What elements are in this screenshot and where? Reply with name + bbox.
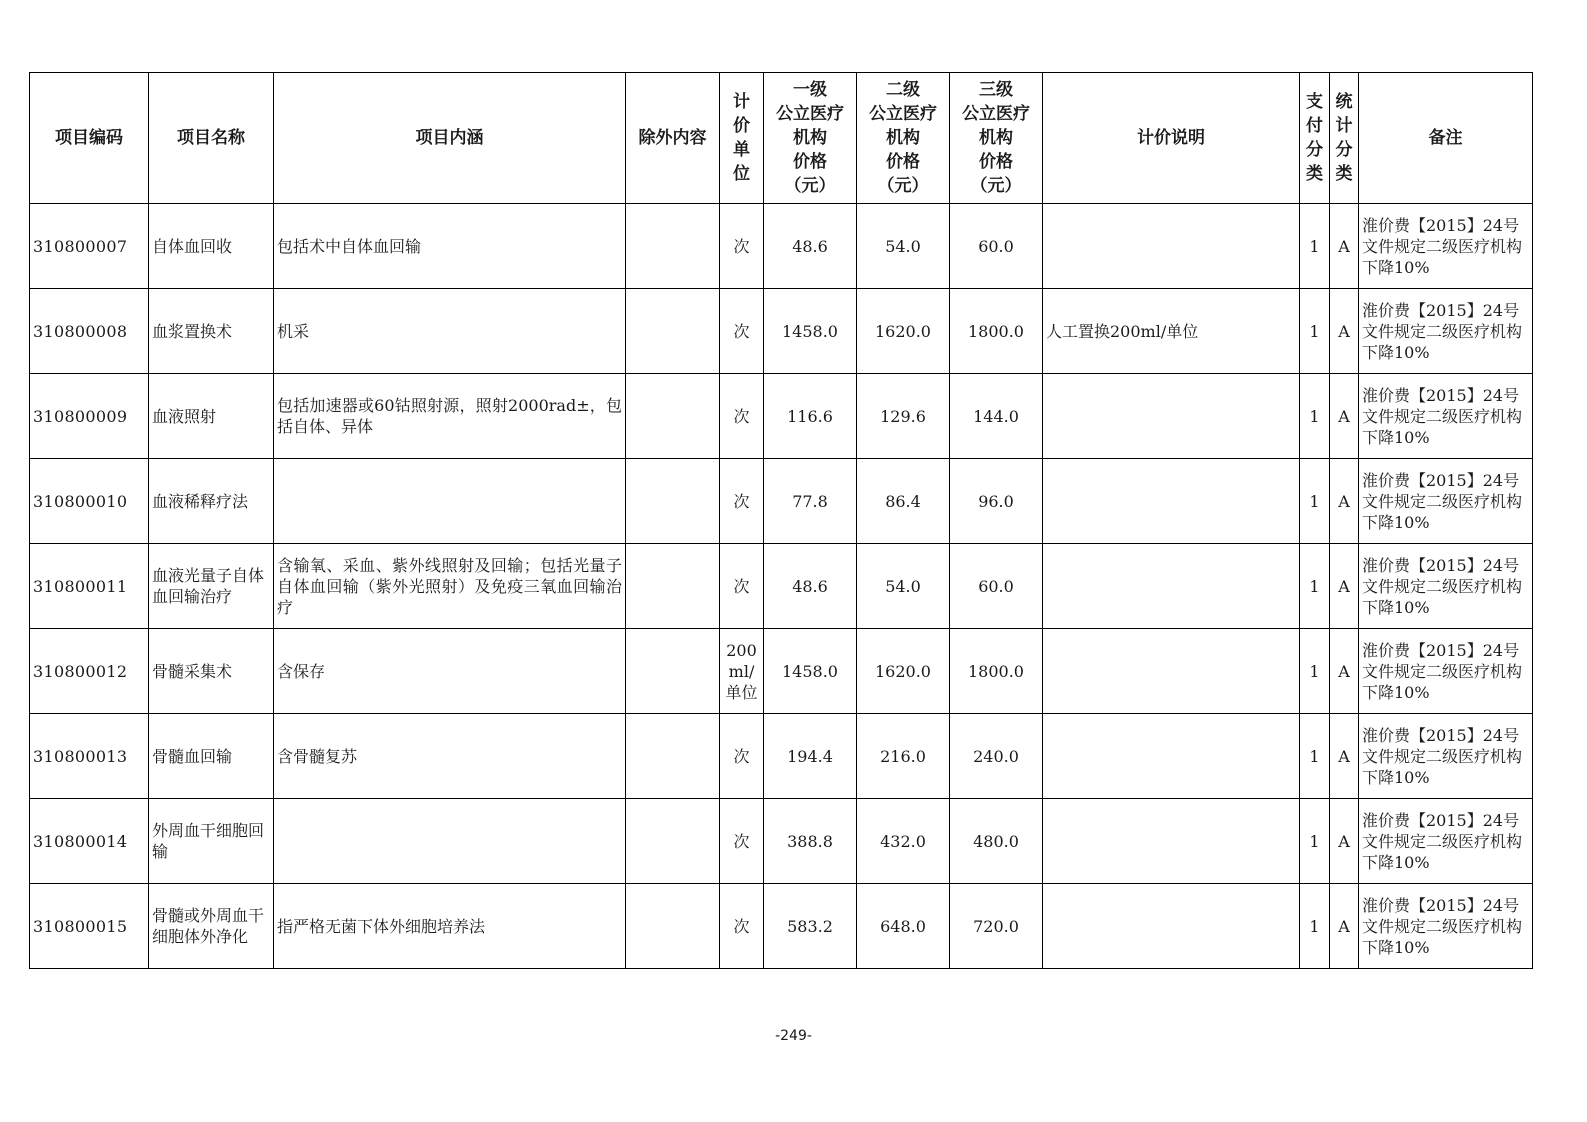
header-price-level3-line: （元）	[970, 176, 1022, 196]
cell-exclusion	[626, 459, 720, 544]
cell-remarks: 淮价费【2015】24号文件规定二级医疗机构下降10%	[1359, 459, 1533, 544]
price-table	[29, 72, 1533, 969]
cell-price-level3: 480.0	[950, 799, 1043, 884]
cell-stat-class: A	[1330, 544, 1359, 629]
cell-exclusion	[626, 799, 720, 884]
header-unit-line: 价	[733, 116, 750, 136]
header-price-level1-line: 公立医疗	[776, 104, 844, 124]
table-row	[30, 204, 1533, 289]
cell-code: 310800008	[30, 289, 149, 374]
header-price-level2	[857, 73, 950, 204]
table-row	[30, 374, 1533, 459]
cell-content: 包括术中自体血回输	[274, 204, 626, 289]
header-price-level2-line: 二级	[886, 80, 920, 100]
cell-pricing-note	[1043, 884, 1300, 969]
header-unit	[720, 73, 764, 204]
header-payment-class-line: 支	[1306, 92, 1323, 112]
header-content	[274, 73, 626, 204]
cell-remarks: 淮价费【2015】24号文件规定二级医疗机构下降10%	[1359, 204, 1533, 289]
cell-remarks: 淮价费【2015】24号文件规定二级医疗机构下降10%	[1359, 714, 1533, 799]
cell-code: 310800014	[30, 799, 149, 884]
cell-payment-class: 1	[1300, 374, 1330, 459]
cell-exclusion	[626, 374, 720, 459]
cell-name: 血浆置换术	[149, 289, 274, 374]
cell-price-level3: 60.0	[950, 204, 1043, 289]
cell-price-level1: 194.4	[764, 714, 857, 799]
header-price-level1-line: （元）	[784, 176, 836, 196]
cell-unit: 次	[720, 289, 764, 374]
cell-price-level3: 144.0	[950, 374, 1043, 459]
cell-name: 骨髓血回输	[149, 714, 274, 799]
cell-unit: 次	[720, 544, 764, 629]
cell-price-level3: 60.0	[950, 544, 1043, 629]
header-name-line: 项目名称	[177, 128, 245, 148]
header-name	[149, 73, 274, 204]
header-unit-line: 计	[733, 92, 750, 112]
cell-pricing-note	[1043, 544, 1300, 629]
cell-price-level2: 216.0	[857, 714, 950, 799]
header-stat-class	[1330, 73, 1359, 204]
cell-exclusion	[626, 289, 720, 374]
cell-price-level2: 86.4	[857, 459, 950, 544]
cell-price-level2: 129.6	[857, 374, 950, 459]
cell-stat-class: A	[1330, 374, 1359, 459]
cell-unit: 200ml/单位	[720, 629, 764, 714]
cell-price-level2: 1620.0	[857, 629, 950, 714]
header-content-line: 项目内涵	[415, 128, 484, 148]
cell-price-level2: 432.0	[857, 799, 950, 884]
header-stat-class-line: 分	[1335, 140, 1353, 160]
cell-content: 机采	[274, 289, 626, 374]
cell-name: 血液稀释疗法	[149, 459, 274, 544]
cell-stat-class: A	[1330, 629, 1359, 714]
header-price-level3-line: 机构	[979, 128, 1013, 148]
header-price-level1-line: 一级	[793, 80, 827, 100]
cell-payment-class: 1	[1300, 204, 1330, 289]
cell-unit: 次	[720, 714, 764, 799]
cell-name: 骨髓采集术	[149, 629, 274, 714]
cell-pricing-note	[1043, 629, 1300, 714]
cell-price-level1: 583.2	[764, 884, 857, 969]
cell-code: 310800011	[30, 544, 149, 629]
header-payment-class-line: 类	[1306, 164, 1323, 184]
cell-price-level1: 388.8	[764, 799, 857, 884]
cell-price-level1: 77.8	[764, 459, 857, 544]
cell-stat-class: A	[1330, 289, 1359, 374]
cell-pricing-note	[1043, 714, 1300, 799]
cell-code: 310800012	[30, 629, 149, 714]
cell-remarks: 淮价费【2015】24号文件规定二级医疗机构下降10%	[1359, 374, 1533, 459]
cell-exclusion	[626, 714, 720, 799]
cell-remarks: 淮价费【2015】24号文件规定二级医疗机构下降10%	[1359, 629, 1533, 714]
cell-payment-class: 1	[1300, 544, 1330, 629]
cell-price-level2: 1620.0	[857, 289, 950, 374]
cell-stat-class: A	[1330, 459, 1359, 544]
cell-content: 包括加速器或60钴照射源，照射2000rad±，包括自体、异体	[274, 374, 626, 459]
cell-payment-class: 1	[1300, 459, 1330, 544]
cell-content: 含骨髓复苏	[274, 714, 626, 799]
cell-pricing-note	[1043, 374, 1300, 459]
header-payment-class-line: 付	[1306, 116, 1323, 136]
page-number: -249-	[775, 1028, 812, 1044]
cell-name: 血液照射	[149, 374, 274, 459]
cell-stat-class: A	[1330, 884, 1359, 969]
cell-payment-class: 1	[1300, 884, 1330, 969]
cell-pricing-note	[1043, 204, 1300, 289]
cell-price-level1: 116.6	[764, 374, 857, 459]
header-price-level2-line: 机构	[886, 128, 920, 148]
cell-unit: 次	[720, 459, 764, 544]
cell-price-level3: 96.0	[950, 459, 1043, 544]
cell-price-level2: 54.0	[857, 204, 950, 289]
cell-price-level2: 648.0	[857, 884, 950, 969]
cell-stat-class: A	[1330, 204, 1359, 289]
header-stat-class-line: 计	[1335, 116, 1353, 136]
cell-stat-class: A	[1330, 799, 1359, 884]
cell-exclusion	[626, 204, 720, 289]
header-price-level1	[764, 73, 857, 204]
header-stat-class-line: 类	[1335, 164, 1353, 184]
table-row	[30, 799, 1533, 884]
header-price-level3-line: 价格	[979, 152, 1013, 172]
cell-remarks: 淮价费【2015】24号文件规定二级医疗机构下降10%	[1359, 289, 1533, 374]
header-stat-class-line: 统	[1335, 92, 1353, 112]
cell-exclusion	[626, 544, 720, 629]
cell-content: 含保存	[274, 629, 626, 714]
cell-price-level3: 240.0	[950, 714, 1043, 799]
cell-exclusion	[626, 884, 720, 969]
header-price-level3	[950, 73, 1043, 204]
cell-code: 310800010	[30, 459, 149, 544]
cell-payment-class: 1	[1300, 629, 1330, 714]
header-code	[30, 73, 149, 204]
header-price-level2-line: 价格	[886, 152, 920, 172]
header-pricing-note-line: 计价说明	[1137, 128, 1205, 148]
cell-price-level1: 48.6	[764, 544, 857, 629]
cell-code: 310800013	[30, 714, 149, 799]
cell-unit: 次	[720, 799, 764, 884]
cell-pricing-note	[1043, 799, 1300, 884]
cell-stat-class: A	[1330, 714, 1359, 799]
cell-unit: 次	[720, 204, 764, 289]
cell-unit: 次	[720, 374, 764, 459]
cell-pricing-note	[1043, 459, 1300, 544]
cell-price-level3: 1800.0	[950, 629, 1043, 714]
header-price-level1-line: 价格	[793, 152, 827, 172]
header-payment-class-line: 分	[1306, 140, 1323, 160]
table-row	[30, 714, 1533, 799]
header-price-level2-line: （元）	[877, 176, 929, 196]
cell-content: 含输氧、采血、紫外线照射及回输；包括光量子自体血回输（紫外光照射）及免疫三氧血回输治疗	[274, 544, 626, 629]
header-remarks	[1359, 73, 1533, 204]
header-unit-line: 位	[733, 164, 750, 184]
cell-content	[274, 799, 626, 884]
cell-code: 310800009	[30, 374, 149, 459]
cell-content: 指严格无菌下体外细胞培养法	[274, 884, 626, 969]
table-row	[30, 629, 1533, 714]
header-exclusion	[626, 73, 720, 204]
cell-payment-class: 1	[1300, 289, 1330, 374]
header-price-level3-line: 三级	[979, 80, 1013, 100]
cell-remarks: 淮价费【2015】24号文件规定二级医疗机构下降10%	[1359, 884, 1533, 969]
header-row	[30, 73, 1533, 204]
header-code-line: 项目编码	[55, 128, 123, 148]
cell-price-level1: 1458.0	[764, 289, 857, 374]
cell-price-level1: 1458.0	[764, 629, 857, 714]
header-payment-class	[1300, 73, 1330, 204]
header-exclusion-line: 除外内容	[638, 128, 707, 148]
cell-remarks: 淮价费【2015】24号文件规定二级医疗机构下降10%	[1359, 799, 1533, 884]
cell-unit: 次	[720, 884, 764, 969]
cell-code: 310800015	[30, 884, 149, 969]
header-price-level1-line: 机构	[793, 128, 827, 148]
header-price-level3-line: 公立医疗	[962, 104, 1030, 124]
cell-price-level1: 48.6	[764, 204, 857, 289]
cell-content	[274, 459, 626, 544]
cell-price-level3: 1800.0	[950, 289, 1043, 374]
cell-name: 外周血干细胞回输	[149, 799, 274, 884]
cell-payment-class: 1	[1300, 799, 1330, 884]
header-unit-line: 单	[733, 140, 750, 160]
table-row	[30, 544, 1533, 629]
table-row	[30, 884, 1533, 969]
cell-pricing-note: 人工置换200ml/单位	[1043, 289, 1300, 374]
header-remarks-line: 备注	[1428, 128, 1463, 148]
cell-code: 310800007	[30, 204, 149, 289]
table-row	[30, 289, 1533, 374]
table-row	[30, 459, 1533, 544]
cell-name: 自体血回收	[149, 204, 274, 289]
cell-name: 骨髓或外周血干细胞体外净化	[149, 884, 274, 969]
header-price-level2-line: 公立医疗	[869, 104, 937, 124]
cell-price-level2: 54.0	[857, 544, 950, 629]
header-pricing-note	[1043, 73, 1300, 204]
cell-price-level3: 720.0	[950, 884, 1043, 969]
cell-exclusion	[626, 629, 720, 714]
cell-name: 血液光量子自体血回输治疗	[149, 544, 274, 629]
cell-remarks: 淮价费【2015】24号文件规定二级医疗机构下降10%	[1359, 544, 1533, 629]
cell-payment-class: 1	[1300, 714, 1330, 799]
